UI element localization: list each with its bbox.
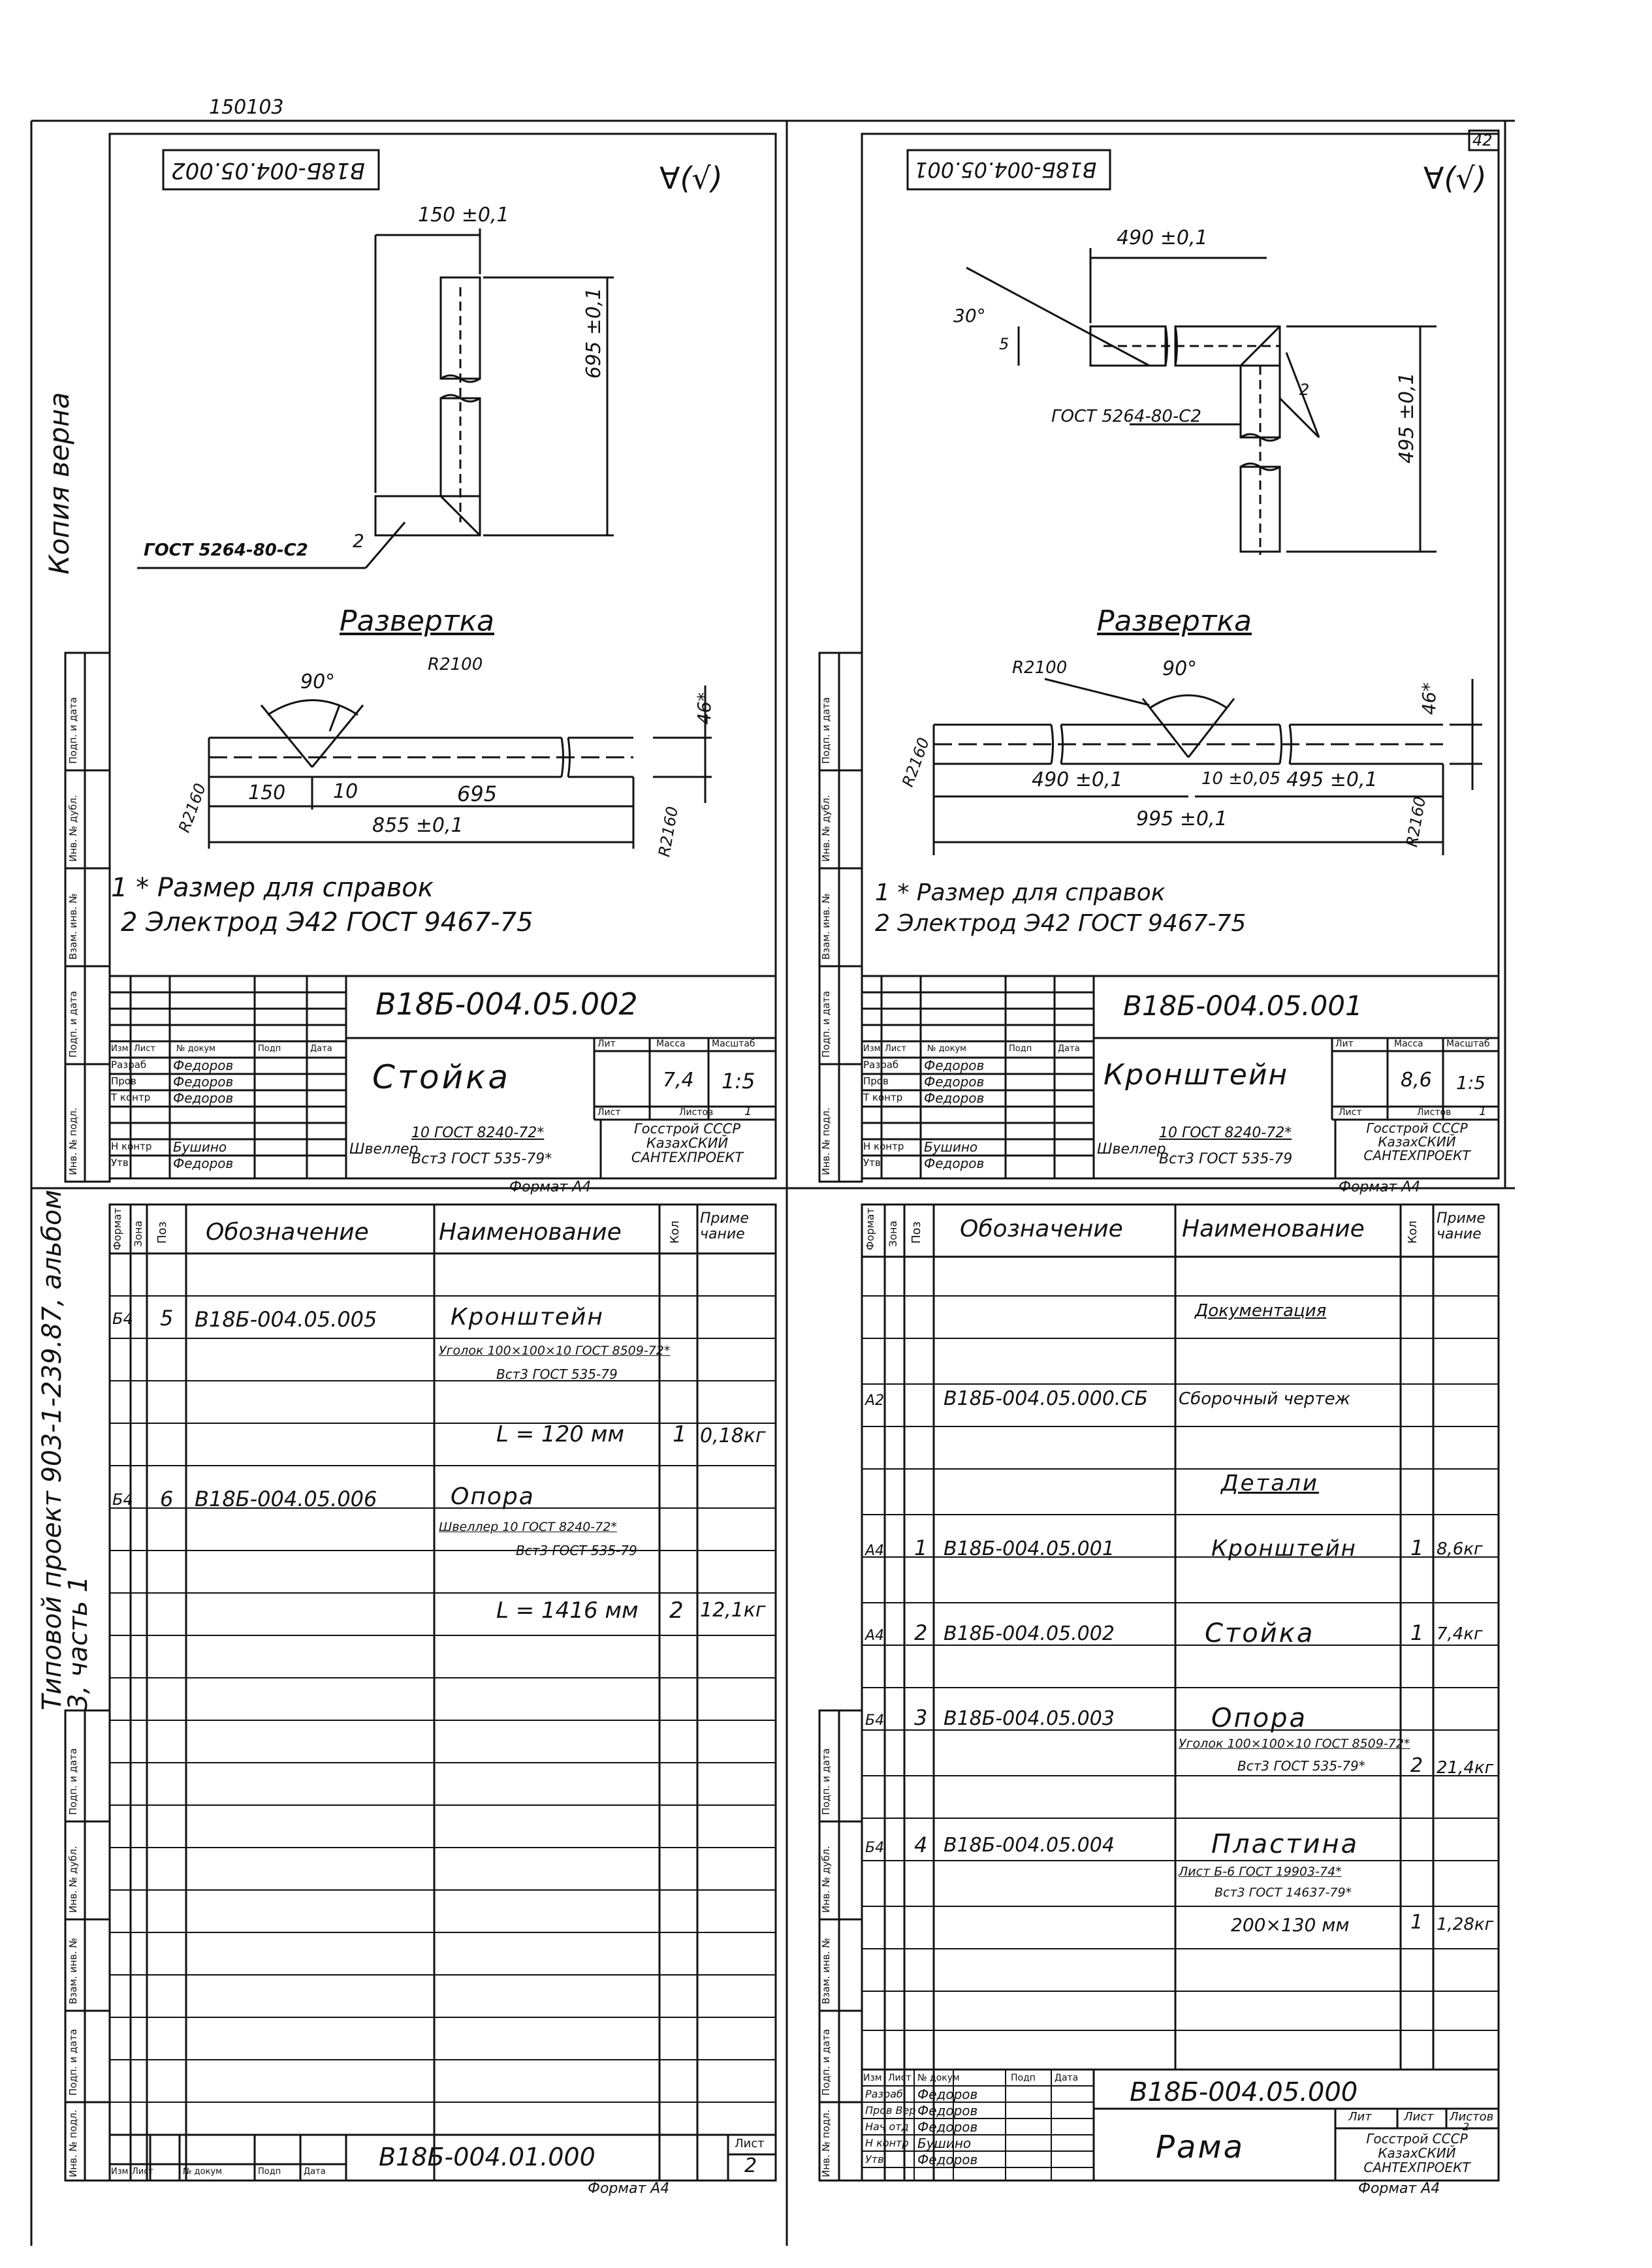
side-stamp-label: Инв. № дубл. [820,1846,832,1913]
spec-c-name: Уголок 100×100×10 ГОСТ 8509-72* [439,1344,671,1358]
tb-date: Дата [310,1044,332,1054]
sheet-b-mass: 7,4 [663,1069,694,1092]
spec-c-note: 12,1кг [700,1599,766,1622]
spec-d-fmt: Б4 [865,1840,885,1856]
side-stamp-label: Подп. и дата [820,697,832,764]
spec-c-name: Кронштейн [451,1304,604,1331]
spec-c-footer-h: Изм [111,2167,129,2177]
copy-note: Копия верна [43,392,75,575]
spec-d-qty: 2 [1410,1754,1423,1777]
spec-d-name: 200×130 мм [1231,1914,1350,1936]
spec-c-pos: 6 [160,1487,174,1511]
sheet-a-dim-995: 995 ±0,1 [1136,808,1228,830]
spec-d-name: Вст3 ГОСТ 14637-79* [1215,1885,1352,1900]
tb-doc: № докум [176,1044,215,1054]
sheet-a-sheets: 1 [1479,1105,1487,1118]
sheet-b-dim-695: 695 [457,781,498,806]
tb-masshtab: Масштаб [1446,1039,1490,1049]
spec-d-h-pos: Поз [910,1221,923,1244]
tb-listov: Листов [679,1107,714,1118]
tb-role: Разраб [863,1059,899,1071]
spec-d-h-podp: Подп [1011,2073,1036,2083]
spec-c-note: 0,18кг [700,1425,766,1447]
tb-izm: Изм [863,1044,881,1054]
spec-d-name: Опора [1211,1703,1308,1733]
spec-c-format: Формат А4 [588,2181,670,2197]
sheet-b-weld-note: ГОСТ 5264-80-С2 [144,541,308,560]
spec-d-name-title: Рама [1156,2129,1245,2166]
tb-doc: № докум [927,1044,966,1054]
tb-list: Лист [597,1107,621,1118]
spec-d-name: Кронштейн [1211,1536,1357,1562]
tb-role: Утв [863,1157,881,1169]
side-stamp-label: Инв. № подл. [820,1107,832,1175]
sheet-a-code: В18Б-004.05.001 [1123,990,1363,1022]
spec-d-org: Госстрой СССР КазахСКИЙ САНТЕХПРОЕКТ [1363,2131,1470,2175]
spec-d-h-date: Дата [1055,2073,1079,2083]
sheet-a-scale: 1:5 [1456,1072,1486,1094]
spec-c-name: Опора [451,1483,535,1510]
spec-c-h-designation: Обозначение [206,1219,369,1246]
sheet-a-weld-leg: 2 [1299,381,1310,399]
sheet-a-person: Федоров [924,1156,985,1171]
spec-d-qty: 1 [1410,1911,1423,1934]
sheet-a-person: Федоров [924,1058,985,1073]
tb-role: Н контр [863,1141,904,1152]
top-number: 150103 [209,96,284,119]
sheet-a-material-bottom: Вст3 ГОСТ 535-79 [1159,1151,1293,1167]
spec-d-role: Нач отд [865,2120,909,2133]
spec-d-h-list: Лист [888,2073,912,2083]
spec-d-lit: Лит [1348,2110,1372,2124]
page-number: 42 [1472,131,1493,150]
sheet-b-material-top: 10 ГОСТ 8240-72* [411,1125,545,1141]
spec-d-h-note: Приме чание [1437,1210,1485,1243]
side-stamp-label: Взам. инв. № [67,893,79,960]
tb-masshtab: Масштаб [712,1039,755,1049]
spec-d-code: В18Б-004.05.000 [1130,2077,1358,2107]
spec-d-note: 7,4кг [1437,1624,1483,1644]
tb-izm: Изм [111,1044,129,1054]
tb-role: Н контр [111,1141,152,1152]
spec-d-pos: 1 [914,1536,928,1560]
sheet-b-dim-46: 46* [693,692,715,725]
sheet-b-radius-top: R2100 [428,655,483,674]
spec-c-h-format: Формат [111,1208,123,1250]
side-stamp-label: Инв. № подл. [67,1107,79,1175]
sheet-b-name: Стойка [372,1058,511,1096]
sheet-b-weld-leg: 2 [353,530,364,552]
sheet-a-material-top: 10 ГОСТ 8240-72* [1159,1125,1292,1141]
spec-d-listov-val: 2 [1463,2120,1470,2133]
side-stamp-label: Взам. инв. № [820,1938,832,2004]
sheet-b-person: Федоров [173,1058,234,1073]
sheet-b-note-1: 1 * Размер для справок [111,873,434,903]
sheet-a-radius-top: R2100 [1012,658,1068,678]
spec-d-designation: В18Б-004.05.004 [944,1834,1115,1857]
sheet-a-person: Федоров [924,1090,985,1106]
tb-lit: Лит [597,1039,616,1049]
sheet-b-person: Федоров [173,1090,234,1106]
spec-c-name: Вст3 ГОСТ 535-79 [496,1366,618,1382]
sheet-a-dim-vert: 495 ±0,1 [1395,372,1418,464]
spec-c-name: Швеллер 10 ГОСТ 8240-72* [439,1520,617,1534]
sheet-b-code-rotated: В18Б-004.05.002 [171,157,365,183]
sheet-a-razvertka: Развертка [1097,605,1252,638]
spec-d-format: Формат А4 [1358,2181,1440,2197]
tb-massa: Масса [1394,1039,1423,1049]
spec-d-qty: 1 [1410,1620,1424,1645]
sheet-a-material: Швеллер [1097,1141,1166,1158]
sheet-a-roughness: ∀(√) [1423,161,1487,196]
tb-role: Пров [111,1075,136,1087]
spec-d-name: Сборочный чертеж [1179,1389,1350,1409]
album-note: Типовой проект 903-1-239.87, альбом 3, часть 1 [37,1189,93,1710]
sheet-b-org: Госстрой СССР КазахСКИЙ САНТЕХПРОЕКТ [631,1121,744,1166]
spec-c-footer-h: Дата [304,2167,326,2177]
sheet-a-note-2: 2 Электрод Э42 ГОСТ 9467-75 [875,910,1247,937]
spec-d-h-designation: Обозначение [960,1216,1123,1242]
spec-d-fmt: А4 [865,1543,885,1559]
spec-d-person: Федоров [917,2087,978,2102]
side-stamp-label: Взам. инв. № [820,893,832,960]
spec-d-role: Утв [865,2153,884,2166]
spec-c-name: L = 1416 мм [496,1598,639,1624]
spec-d-h-format: Формат [864,1208,876,1250]
tb-list: Лист [1339,1107,1362,1118]
spec-c-list-label: Лист [735,2137,765,2150]
spec-d-name: Пластина [1211,1829,1359,1859]
sheet-a-dim-495: 495 ±0,1 [1286,768,1378,791]
spec-d-note: 8,6кг [1437,1539,1483,1559]
sheet-b-dim-top: 150 ±0,1 [418,204,509,227]
sheet-a-mass: 8,6 [1401,1069,1432,1092]
tb-role: Т контр [863,1092,903,1103]
sheet-a-person: Федоров [924,1074,985,1090]
sheet-a-dim-10: 10 ±0,05 [1201,769,1281,789]
sheet-a-org: Госстрой СССР КазахСКИЙ САНТЕХПРОЕКТ [1363,1120,1470,1163]
side-stamp-label: Подп. и дата [820,990,832,1058]
spec-d-h-doc: № докум [917,2073,960,2083]
side-stamp-label: Инв. № дубл. [67,795,79,862]
spec-d-pos: 2 [914,1620,928,1645]
sheet-b-note-2: 2 Электрод Э42 ГОСТ 9467-75 [121,907,533,937]
sheet-a-name: Кронштейн [1104,1058,1289,1092]
spec-c-list-num: 2 [744,2154,757,2177]
sheet-b-person: Федоров [173,1074,234,1090]
side-stamp-label: Взам. инв. № [67,1938,79,2004]
spec-d-role: Пров Вер [865,2104,916,2117]
side-stamp-label: Инв. № дубл. [820,795,832,862]
spec-c-h-zone: Зона [132,1220,144,1247]
sheet-a-dim-490: 490 ±0,1 [1032,768,1123,791]
side-stamp-label: Инв. № дубл. [67,1846,79,1913]
spec-c-footer-h: № докум [183,2167,222,2177]
spec-c-footer-h: Подп [258,2167,281,2177]
sheet-a-dim-5: 5 [999,335,1009,353]
side-stamp-label: Подп. и дата [820,1748,832,1815]
sheet-a-weld-note: ГОСТ 5264-80-С2 [1051,407,1201,426]
tb-date: Дата [1058,1044,1080,1054]
spec-d-designation: В18Б-004.05.000.СБ [944,1387,1148,1410]
spec-c-h-note: Приме чание [700,1210,749,1243]
sheet-a-dim-top: 490 ±0,1 [1117,227,1208,249]
side-stamp-label: Подп. и дата [820,2028,832,2096]
spec-c-h-pos: Поз [155,1221,169,1244]
spec-d-note: 21,4кг [1437,1758,1494,1778]
side-stamp-label: Подп. и дата [67,990,79,1058]
tb-role: Разраб [111,1059,147,1071]
sheet-a-angle: 90° [1162,657,1198,680]
spec-c-name: Вст3 ГОСТ 535-79 [516,1543,637,1558]
spec-d-list: Лист [1404,2110,1434,2124]
side-stamp-label: Подп. и дата [67,697,79,764]
spec-d-role: Н контр [865,2137,909,2149]
side-stamp-label: Инв. № подл. [67,2109,79,2177]
spec-d-fmt: Б4 [865,1712,885,1729]
spec-d-h-name: Наименование [1182,1216,1365,1242]
sheet-a-note-1: 1 * Размер для справок [875,879,1166,906]
spec-d-pos: 4 [914,1833,928,1857]
spec-c-designation: В18Б-004.05.006 [195,1487,377,1511]
spec-d-fmt: А4 [865,1628,885,1644]
sheet-b-dim-vert: 695 ±0,1 [582,287,605,379]
sheet-a-radius-right: R2160 [1403,795,1430,849]
sheet-a-person: Бушино [924,1139,978,1155]
spec-c-h-qty: Кол [668,1220,682,1244]
tb-listov: Листов [1417,1107,1452,1118]
spec-c-designation: В18Б-004.05.005 [195,1307,377,1332]
sheet-b-material: Швеллер [349,1141,419,1158]
tb-list: Лист [134,1044,155,1054]
spec-c-footer-h: Лист [132,2167,153,2177]
tb-role: Т контр [111,1092,151,1103]
spec-d-role: Разраб [865,2088,903,2100]
spec-d-designation: В18Б-004.05.003 [944,1707,1115,1730]
spec-c-footer-code: В18Б-004.01.000 [379,2143,596,2171]
tb-role: Пров [863,1075,889,1087]
spec-d-note: 1,28кг [1437,1915,1494,1934]
tb-lit: Лит [1335,1039,1354,1049]
sheet-b-code: В18Б-004.05.002 [375,986,638,1022]
spec-d-h-zone: Зона [887,1220,899,1247]
spec-d-name: Детали [1221,1470,1319,1496]
side-stamp-label: Подп. и дата [67,1748,79,1815]
sheet-a-format: Формат А4 [1339,1179,1421,1195]
spec-d-name: Уголок 100×100×10 ГОСТ 8509-72* [1179,1737,1410,1751]
spec-c-pos: 5 [160,1306,174,1331]
sheet-b-format: Формат А4 [509,1179,592,1195]
side-stamp-label: Подп. и дата [67,2028,79,2096]
spec-d-person: Бушино [917,2135,972,2151]
spec-c-fmt: Б4 [112,1310,133,1328]
tb-massa: Масса [656,1039,686,1049]
spec-d-designation: В18Б-004.05.001 [944,1537,1115,1560]
spec-d-person: Федоров [917,2103,978,2118]
sheet-b-radius-right: R2160 [655,805,682,858]
spec-d-h-qty: Кол [1406,1220,1420,1244]
sheet-b-dim-10: 10 [333,780,358,803]
spec-d-h-izm: Изм [863,2073,882,2083]
sheet-b-radius-left: R2160 [175,781,210,835]
spec-d-designation: В18Б-004.05.002 [944,1622,1115,1645]
tb-role: Утв [111,1157,129,1169]
sheet-b-roughness: ∀(√) [659,161,723,196]
sheet-b-material-bottom: Вст3 ГОСТ 535-79* [411,1151,552,1167]
sheet-b-person: Федоров [173,1156,234,1171]
tb-podp: Подп [1009,1044,1032,1054]
spec-c-fmt: Б4 [112,1490,133,1509]
spec-d-name: Вст3 ГОСТ 535-79* [1237,1758,1365,1774]
sheet-a-angle-30: 30° [953,305,986,326]
tb-list: Лист [885,1044,906,1054]
sheet-b-scale: 1:5 [722,1069,755,1094]
spec-c-h-name: Наименование [439,1219,622,1246]
spec-d-name: Документация [1195,1301,1327,1321]
spec-d-person: Федоров [917,2152,978,2167]
sheet-b-dim-855: 855 ±0,1 [372,814,464,837]
spec-d-fmt: А2 [865,1393,885,1409]
sheet-b-dim-150: 150 [248,781,286,804]
side-stamp-label: Инв. № подл. [820,2109,832,2177]
spec-d-listov: Листов [1450,2110,1494,2124]
sheet-a-dim-46: 46* [1418,682,1440,715]
spec-d-person: Федоров [917,2119,978,2135]
spec-d-name: Лист Б-6 ГОСТ 19903-74* [1179,1865,1342,1879]
spec-c-name: L = 120 мм [496,1421,625,1447]
sheet-a-radius-left: R2160 [898,735,934,789]
spec-c-qty: 1 [673,1421,687,1447]
sheet-b-razvertka: Развертка [340,605,494,638]
spec-d-qty: 1 [1410,1536,1424,1560]
sheet-b-sheets: 1 [744,1105,752,1118]
spec-d-name: Стойка [1205,1618,1315,1648]
sheet-a-code-rotated: В18Б-004.05.001 [914,157,1097,182]
spec-c-qty: 2 [669,1598,684,1624]
spec-d-pos: 3 [914,1705,928,1730]
sheet-b-person: Бушино [173,1139,227,1155]
tb-podp: Подп [258,1044,281,1054]
sheet-b-angle: 90° [300,670,336,693]
